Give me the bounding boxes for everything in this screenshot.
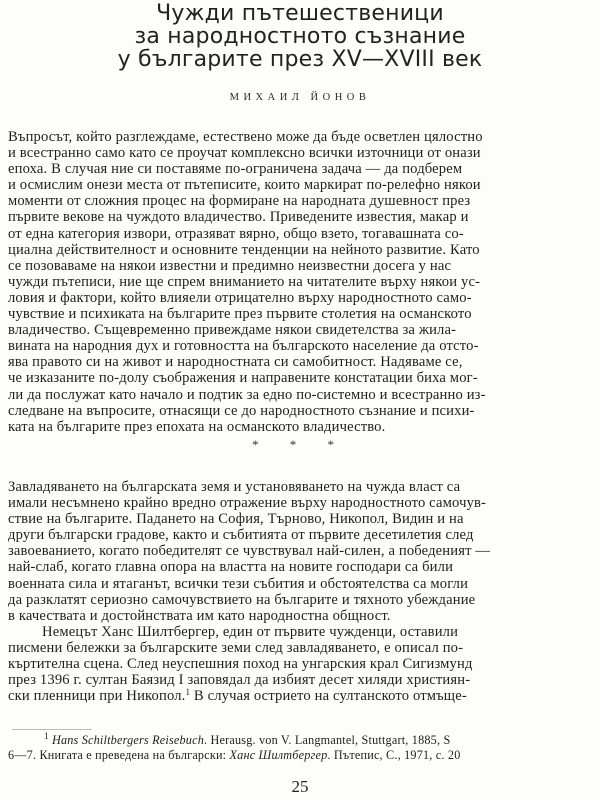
footnote — [8, 733, 600, 762]
title-line-1: Чужди пътешественици — [156, 1, 444, 26]
text-line: циална действителност и основните тенденции на нейното развитие. Като — [8, 241, 480, 258]
text-line: в качествата и достойнствата им като народностна общност. — [8, 607, 391, 624]
text-line: военната сила и ятаганът, всички тези събития и обстоятелства са могли — [8, 575, 469, 592]
text-line: се позоваваме на някои известни и предимно неизвестни досега у нас — [8, 257, 452, 274]
footnote-line-2 — [8, 748, 600, 763]
page-number: 25 — [291, 777, 309, 796]
footnote-marker: 1 — [44, 731, 49, 741]
text-line: владичество. Същевременно привеждаме някои свидетелства за жила- — [8, 322, 457, 339]
text-line: ловия и фактори, който влияели отрицателно върху народностното само- — [8, 289, 472, 306]
footnote-text: 6—7. Книгата е преведена на български: — [8, 747, 230, 762]
text-line: вината на народния дух и готовността на българското население да отсто- — [8, 338, 479, 355]
text-line: през 1396 г. султан Баязид I заповядал да избият десет хиляди християн- — [8, 672, 471, 689]
text-line: Въпросът, който разглеждаме, естествено може да бъде осветлен цялостно — [8, 129, 483, 145]
text-line: следване на въпросите, отнасящи се до народностното съзнание и психи- — [8, 402, 475, 419]
footnote-line-1 — [8, 733, 600, 748]
text-line: ява правото си на живот и народностната си самобитност. Надяваме се, — [8, 354, 463, 371]
footnote-divider — [12, 729, 92, 730]
footnote-author-italic: Ханс Шилтбергер — [229, 747, 328, 762]
text-segment: В случая острието на султанското отмъще- — [190, 688, 467, 705]
text-line: ли да послужат като начало и подтик за едно по-системно и всестранно из- — [8, 386, 486, 403]
article-title — [0, 2, 600, 71]
text-line: да разклатят сериозно самочувствието на българите и тяхното убеждание — [8, 591, 476, 608]
text-line: и всестранно само като се проучат комплексно всички източници от онази — [8, 145, 481, 162]
section-separator: * * * — [252, 437, 348, 452]
author-name: МИХАИЛ ЙОНОВ — [229, 92, 371, 103]
text-line: Немецът Ханс Шилтбергер, един от първите чужденци, оставили — [42, 623, 459, 640]
text-line — [8, 688, 600, 704]
footnote-book-title: Hans Schiltbergers Reisebuch — [51, 733, 204, 747]
paragraph-conquest — [8, 479, 600, 704]
title-line-2: за народностното съзнание — [134, 24, 466, 49]
text-line: от една категория извори, отразяват вярно, общо взето, тогавашната со- — [8, 225, 464, 242]
text-line: най-слаб, когато главна опора на властта на новите господари са били — [8, 559, 454, 576]
text-line: моменти от сложния процес на формиране на народната душевност през — [8, 193, 471, 210]
text-line: завоеванието, когато победителят се чувствувал най-силен, а победеният — — [8, 543, 491, 560]
text-line: че изказаните по-долу съображения и направените констатации биха мог- — [8, 370, 478, 387]
title-line-3: у българите през XV—XVIII век — [117, 47, 483, 72]
text-line: епоха. В случая ние си поставяме по-ограничена задача — да подберем — [8, 161, 463, 178]
text-line: чувствие и психиката на българите през първите столетия на османското — [8, 306, 472, 323]
text-line: и осмислим онези места от пътеписите, които маркират по-релефно някои — [8, 177, 481, 194]
text-line: ката на българите през епохата на османското владичество. — [8, 418, 386, 435]
text-line: други български градове, както и събитията от първите десетилетия след — [8, 527, 474, 544]
footnote-text: . Herausg. von V. Langmantel, Stuttgart, 1885, S — [204, 733, 451, 747]
text-line: къртителна сцена. След неуспешния поход на унгарския крал Сигизмунд — [8, 656, 473, 673]
text-segment: ски пленници при Никопол. — [8, 688, 186, 705]
text-line: чужди пътеписи, ние ще спрем вниманието на читателите върху някои ус- — [8, 273, 481, 290]
paragraph-intro — [8, 129, 600, 435]
text-line: Завладяването на българската земя и установяването на чужда власт са — [8, 479, 461, 495]
text-line: имали несъмнено крайно вредно отражение върху народностното самочув- — [8, 495, 487, 512]
footnote-reference[interactable]: 1 — [185, 687, 191, 698]
text-line: писмени бележки за българските земи след завладяването, е описал по- — [8, 639, 464, 656]
text-line: първите векове на чуждото владичество. Приведените известия, макар и — [8, 209, 469, 226]
text-line: ствие на българите. Падането на София, Търново, Никопол, Видин и на — [8, 511, 464, 528]
footnote-text: . Пътепис, С., 1971, с. 20 — [327, 747, 461, 762]
